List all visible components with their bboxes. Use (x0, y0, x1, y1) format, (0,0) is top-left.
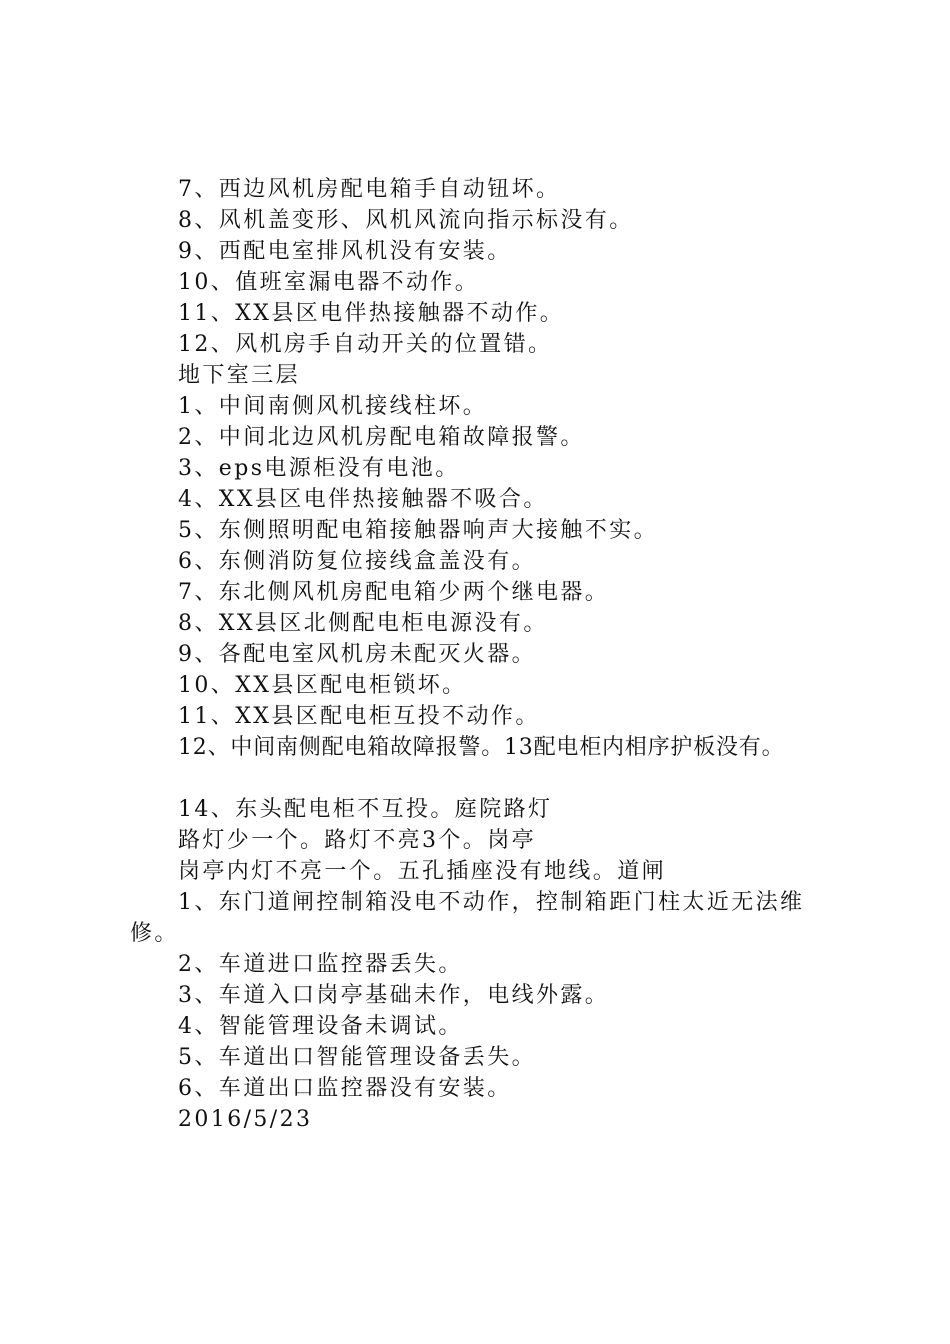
text-line-continuation: 修。 (130, 921, 179, 946)
text-line: 14、东头配电柜不互投。庭院路灯 (178, 797, 553, 822)
text-line: 岗亭内灯不亮一个。五孔插座没有地线。道闸 (178, 859, 667, 884)
text-line: 12、中间南侧配电箱故障报警。13配电柜内相序护板没有。 (178, 735, 785, 760)
text-line: 6、车道出口监控器没有安装。 (178, 1076, 512, 1101)
text-line: 11、XX县区电伴热接触器不动作。 (178, 301, 565, 326)
text-line: 11、XX县区配电柜互投不动作。 (178, 704, 540, 729)
text-line: 6、东侧消防复位接线盒盖没有。 (178, 549, 536, 574)
document-body (130, 174, 930, 1135)
text-line: 9、各配电室风机房未配灭火器。 (178, 642, 536, 667)
text-line: 3、eps电源柜没有电池。 (178, 456, 460, 481)
text-line: 9、西配电室排风机没有安装。 (178, 239, 512, 264)
text-line: 10、XX县区配电柜锁坏。 (178, 673, 467, 698)
text-line: 4、XX县区电伴热接触器不吸合。 (178, 487, 548, 512)
text-line: 2、中间北边风机房配电箱故障报警。 (178, 425, 585, 450)
blank-line (130, 763, 930, 794)
document-date: 2016/5/23 (178, 1107, 313, 1132)
text-line: 5、车道出口智能管理设备丢失。 (178, 1045, 536, 1070)
text-line: 3、车道入口岗亭基础未作，电线外露。 (178, 983, 610, 1008)
text-line: 1、东门道闸控制箱没电不动作，控制箱距门柱太近无法维 (178, 890, 805, 915)
text-line: 7、东北侧风机房配电箱少两个继电器。 (178, 580, 610, 605)
text-line: 7、西边风机房配电箱手自动钮坏。 (178, 177, 561, 202)
text-line: 2、车道进口监控器丢失。 (178, 952, 463, 977)
text-line: 8、风机盖变形、风机风流向指示标没有。 (178, 208, 634, 233)
text-line: 5、东侧照明配电箱接触器响声大接触不实。 (178, 518, 658, 543)
text-line: 10、值班室漏电器不动作。 (178, 270, 480, 295)
text-line: 8、XX县区北侧配电柜电源没有。 (178, 611, 548, 636)
text-line: 1、中间南侧风机接线柱坏。 (178, 394, 488, 419)
section-heading: 地下室三层 (178, 363, 301, 388)
text-line: 12、风机房手自动开关的位置错。 (178, 332, 553, 357)
text-line: 路灯少一个。路灯不亮3个。岗亭 (178, 828, 536, 853)
text-line: 4、智能管理设备未调试。 (178, 1014, 463, 1039)
